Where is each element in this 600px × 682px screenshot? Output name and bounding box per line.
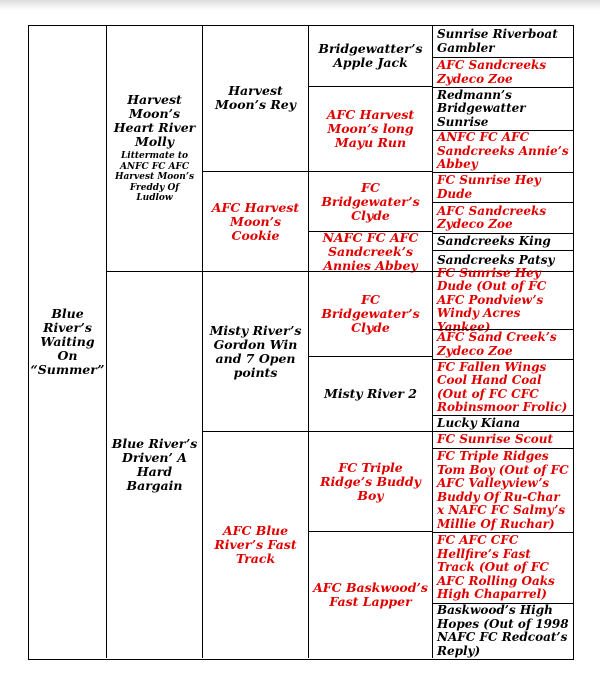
gggp-13 bbox=[432, 431, 573, 448]
ancestor-name: AFC Sandcreeks Zydeco Zoe bbox=[437, 203, 547, 231]
ancestor-name: Misty River’s Gordon Win and 7 Open points bbox=[209, 322, 302, 380]
ggp-6 bbox=[308, 356, 432, 431]
gggp-12 bbox=[432, 415, 573, 431]
ancestor-name: FC Sunrise Hey Dude (Out of FC AFC Pondview’s Windy Acres Yankee) bbox=[437, 265, 547, 334]
ancestor-name: AFC Harvest Moon’s long Mayu Run bbox=[326, 107, 415, 150]
gggp-11 bbox=[432, 359, 573, 415]
granddam-maternal bbox=[202, 431, 308, 658]
dog-name: Blue River’s Waiting On “Summer” bbox=[30, 306, 105, 377]
ggp-7 bbox=[308, 431, 432, 531]
gggp-14 bbox=[432, 448, 573, 532]
dam-name: Blue River’s Driven’ A Hard Bargain bbox=[111, 436, 198, 493]
gggp-3 bbox=[432, 87, 573, 130]
gggp-16 bbox=[432, 603, 573, 658]
sire-name: Harvest Moon’s Heart River Molly bbox=[113, 92, 196, 150]
ancestor-name: Sandcreeks Patsy bbox=[437, 253, 555, 268]
ggp-4 bbox=[308, 231, 432, 271]
ggp-2 bbox=[308, 86, 432, 171]
gggp-4 bbox=[432, 130, 573, 172]
ancestor-name: Redmann’s Bridgewatter Sunrise bbox=[437, 87, 526, 129]
ancestor-name: Baskwood’s High Hopes (Out of 1998 NAFC FC Redcoat’s Reply) bbox=[437, 603, 569, 658]
ancestor-name: Sandcreeks King bbox=[437, 234, 551, 249]
pedigree-chart bbox=[28, 25, 574, 660]
sire-note: Littermate to ANFC FC AFC Harvest Moon’s Freddy Of Ludlow bbox=[114, 151, 195, 204]
ancestor-name: Sunrise Riverboat Gambler bbox=[437, 27, 558, 55]
grandsire-maternal bbox=[202, 271, 308, 431]
ggp-3 bbox=[308, 171, 432, 231]
ancestor-name: FC Triple Ridge’s Buddy Boy bbox=[320, 459, 421, 503]
ancestor-name: Misty River 2 bbox=[324, 386, 417, 401]
ancestor-name: AFC Blue River’s Fast Track bbox=[214, 523, 297, 566]
ggp-5 bbox=[308, 271, 432, 356]
ancestor-name: FC Bridgewater’s Clyde bbox=[321, 292, 420, 335]
ancestor-name: AFC Sandcreeks Zydeco Zoe bbox=[437, 58, 547, 86]
ancestor-name: ANFC FC AFC Sandcreeks Annie’s Abbey bbox=[437, 130, 569, 172]
granddam-paternal bbox=[202, 171, 308, 271]
sire-block bbox=[111, 93, 198, 204]
ancestor-name: AFC Harvest Moon’s Cookie bbox=[211, 199, 300, 243]
ancestor-name: FC Fallen Wings Cool Hand Coal (Out of FC CFC Robinsmoor Frolic) bbox=[437, 359, 568, 414]
ancestor-name: Bridgewatter’s Apple Jack bbox=[318, 41, 423, 70]
dam bbox=[106, 271, 202, 658]
ancestor-name: Lucky Kiana bbox=[437, 415, 521, 430]
gggp-2 bbox=[432, 57, 573, 87]
gggp-1 bbox=[432, 26, 573, 57]
ancestor-name: Harvest Moon’s Rey bbox=[215, 83, 296, 112]
ancestor-name: FC Sunrise Hey Dude bbox=[437, 173, 541, 201]
ancestor-name: FC Sunrise Scout bbox=[437, 432, 554, 447]
gggp-15 bbox=[432, 532, 573, 603]
ancestor-name: AFC Baskwood’s Fast Lapper bbox=[313, 580, 428, 609]
gggp-10 bbox=[432, 329, 573, 359]
sire bbox=[106, 26, 202, 271]
ancestor-name: NAFC FC AFC Sandcreek’s Annies Abbey bbox=[322, 229, 419, 273]
ancestor-name: FC Triple Ridges Tom Boy (Out of FC AFC Valleyview’s Buddy Of Ru-Char x NAFC FC Salmy’s Millie Of Ruchar) bbox=[437, 449, 569, 531]
ancestor-name: FC Bridgewater’s Clyde bbox=[321, 179, 420, 223]
ancestor-name: AFC Sand Creek’s Zydeco Zoe bbox=[437, 330, 557, 358]
pedigree-dog bbox=[29, 26, 106, 658]
ggp-8 bbox=[308, 531, 432, 658]
ggp-1 bbox=[308, 26, 432, 86]
gggp-7 bbox=[432, 233, 573, 250]
ancestor-name: FC AFC CFC Hellfire’s Fast Track (Out of FC AFC Rolling Oaks High Chaparrel) bbox=[437, 533, 555, 602]
grandsire-paternal bbox=[202, 26, 308, 171]
page-top-shadow bbox=[0, 0, 600, 10]
gggp-9 bbox=[432, 265, 573, 334]
gggp-6 bbox=[432, 202, 573, 233]
gggp-5 bbox=[432, 172, 573, 202]
